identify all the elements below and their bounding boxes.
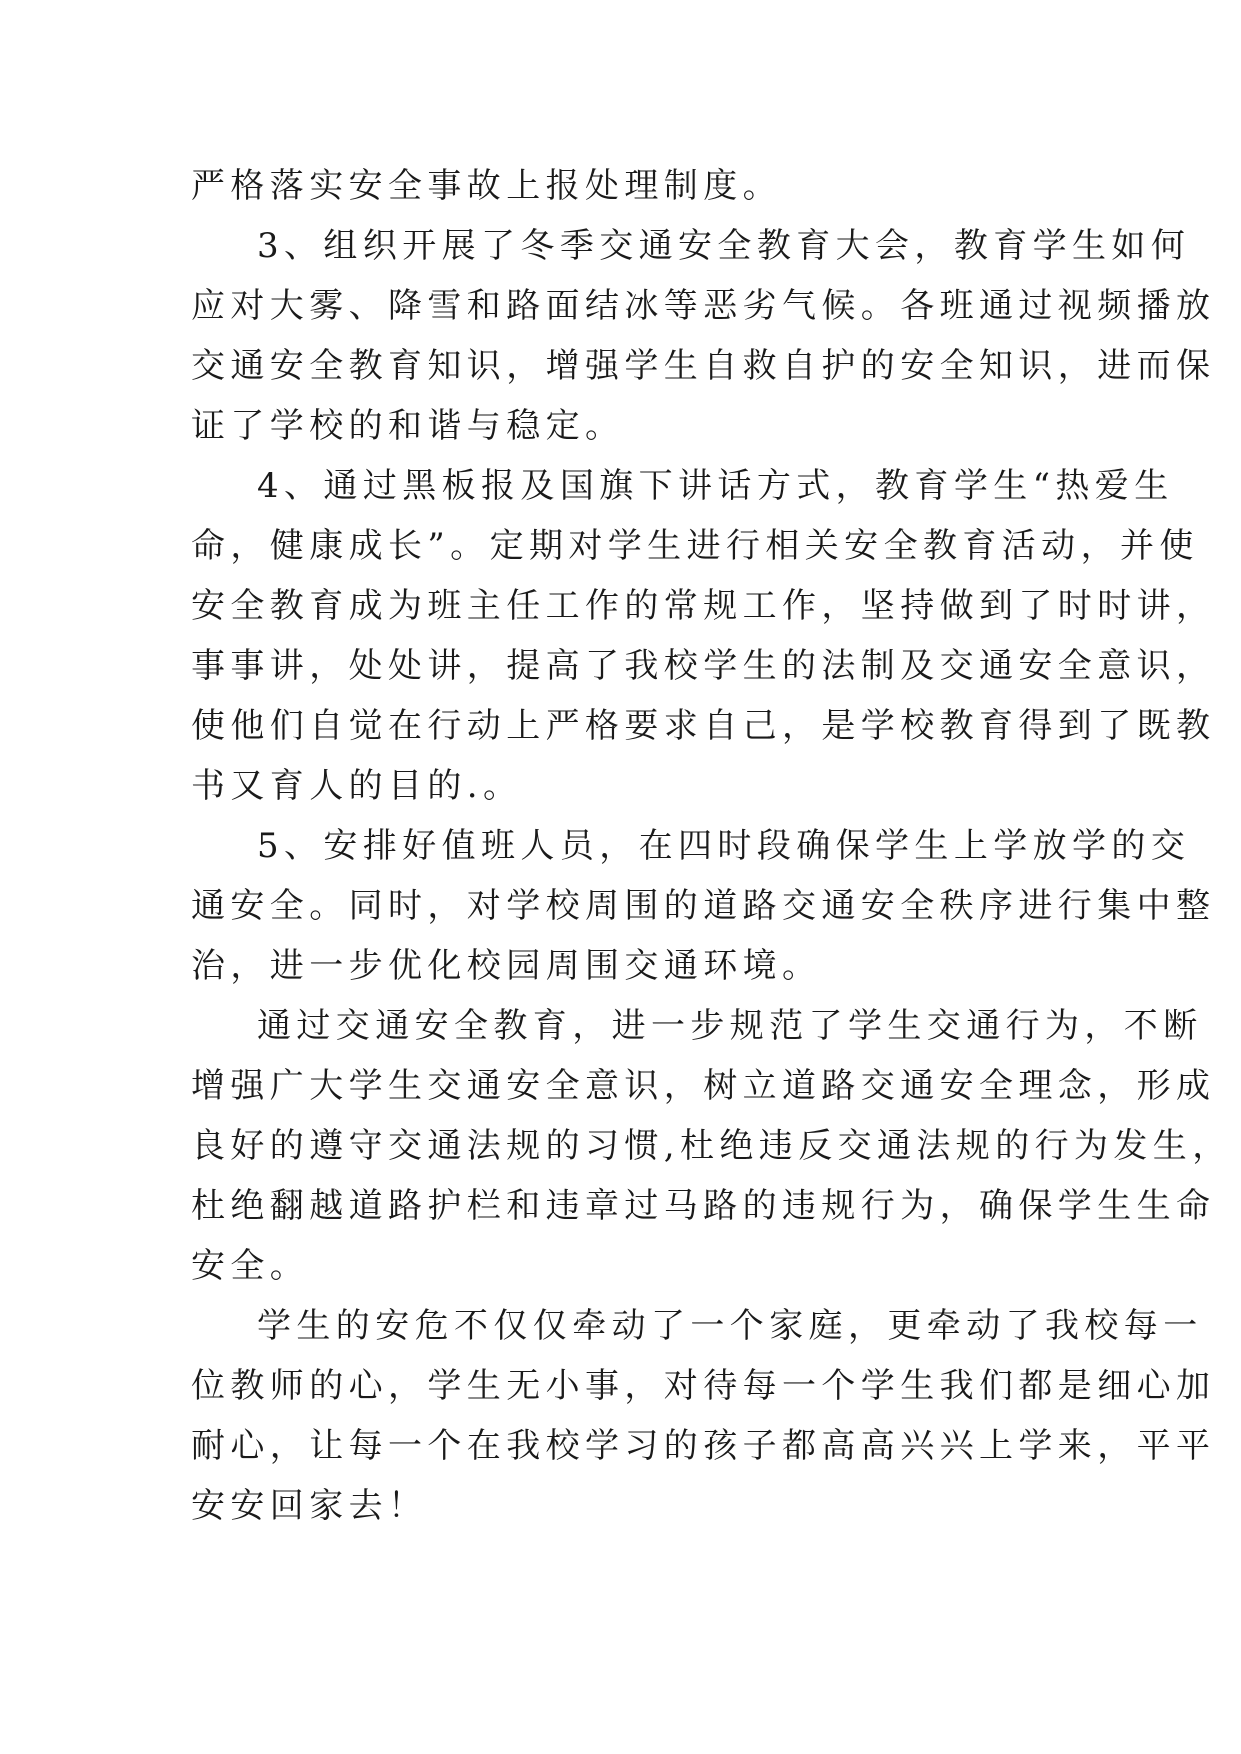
document-body [191, 156, 1232, 1536]
paragraph-summary [191, 996, 1232, 1296]
paragraph-item-4 [191, 456, 1216, 816]
text-line: 命，健康成长”。定期对学生进行相关安全教育活动，并使 [191, 526, 1199, 566]
text-line: 应对大雾、降雪和路面结冰等恶劣气候。各班通过视频播放 [191, 286, 1216, 326]
text-line: 5、安排好值班人员，在四时段确保学生上学放学的交 [257, 826, 1191, 866]
text-line: 良好的遵守交通法规的习惯,杜绝违反交通法规的行为发生， [191, 1126, 1232, 1166]
text-line: 交通安全教育知识，增强学生自救自护的安全知识，进而保 [191, 346, 1216, 386]
text-line: 安全。 [191, 1246, 310, 1286]
paragraph-intro-tail [191, 156, 1071, 216]
text-line: 事事讲，处处讲，提高了我校学生的法制及交通安全意识， [191, 646, 1216, 686]
text-line: 通安全。同时，对学校周围的道路交通安全秩序进行集中整 [191, 886, 1216, 926]
text-line: 使他们自觉在行动上严格要求自己，是学校教育得到了既教 [191, 706, 1216, 746]
text-line: 安安回家去！ [191, 1486, 428, 1526]
text-line: 位教师的心，学生无小事，对待每一个学生我们都是细心加 [191, 1366, 1216, 1406]
text-line: 安全教育成为班主任工作的常规工作，坚持做到了时时讲， [191, 586, 1216, 626]
text-line: 通过交通安全教育，进一步规范了学生交通行为，不断 [257, 1006, 1203, 1046]
text-line: 严格落实安全事故上报处理制度。 [191, 166, 782, 206]
text-line: 4、通过黑板报及国旗下讲话方式，教育学生“热爱生 [257, 466, 1174, 506]
text-line: 治，进一步优化校园周围交通环境。 [191, 946, 822, 986]
text-line: 杜绝翻越道路护栏和违章过马路的违规行为，确保学生生命 [191, 1186, 1216, 1226]
paragraph-closing [191, 1296, 1216, 1536]
text-line: 耐心，让每一个在我校学习的孩子都高高兴兴上学来，平平 [191, 1426, 1216, 1466]
text-line: 学生的安危不仅仅牵动了一个家庭，更牵动了我校每一 [257, 1306, 1203, 1346]
text-line: 书又育人的目的.。 [191, 766, 523, 806]
paragraph-item-5 [191, 816, 1216, 996]
paragraph-item-3 [191, 216, 1216, 456]
text-line: 3、组织开展了冬季交通安全教育大会，教育学生如何 [257, 226, 1191, 266]
text-line: 增强广大学生交通安全意识，树立道路交通安全理念，形成 [191, 1066, 1216, 1106]
text-line: 证了学校的和谐与稳定。 [191, 406, 625, 446]
